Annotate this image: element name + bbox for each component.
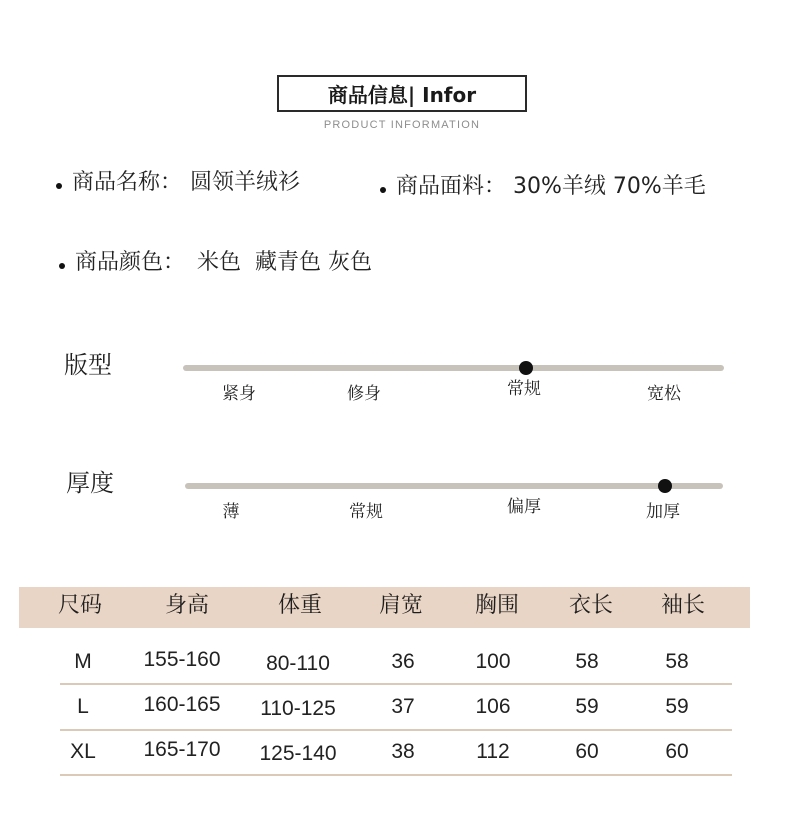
scale-option: 宽松 [647, 384, 681, 404]
table-cell: L [77, 695, 89, 718]
table-row [0, 648, 790, 678]
scale-option: 紧身 [222, 384, 256, 404]
scale-option: 修身 [347, 384, 381, 404]
table-cell: M [74, 650, 92, 673]
info-item-fabric [380, 173, 706, 201]
size-table-header [19, 587, 750, 628]
column-header-weight: 体重 [277, 593, 323, 618]
scale-title-thickness: 厚度 [66, 469, 114, 497]
bullet-dot-icon [59, 263, 65, 269]
table-cell: 110-125 [260, 697, 336, 720]
table-cell: 100 [475, 650, 511, 673]
scale-option: 常规 [349, 502, 383, 522]
scale-option: 加厚 [646, 502, 680, 522]
info-item-colors [59, 249, 372, 277]
row-divider [60, 729, 732, 731]
table-row [0, 738, 790, 768]
scale-track [185, 483, 723, 489]
table-cell: XL [70, 740, 96, 763]
info-label: 商品名称： [72, 170, 183, 195]
scale-option: 常规 [507, 379, 541, 399]
info-label: 商品颜色： [75, 250, 186, 275]
column-header-chest: 胸围 [474, 593, 520, 618]
table-row [0, 693, 790, 723]
column-header-size: 尺码 [57, 593, 103, 618]
column-header-height: 身高 [164, 593, 210, 618]
column-header-shoulder: 肩宽 [378, 593, 424, 618]
table-cell: 165-170 [143, 738, 221, 761]
scale-option: 偏厚 [507, 497, 541, 517]
table-cell: 112 [476, 740, 510, 763]
fit-scale [0, 340, 790, 410]
scale-marker-dot-icon [519, 361, 533, 375]
table-cell: 125-140 [259, 742, 337, 765]
scale-option: 薄 [222, 502, 240, 522]
table-cell: 106 [475, 695, 511, 718]
table-cell: 38 [391, 740, 415, 763]
row-divider [60, 774, 732, 776]
column-header-length: 衣长 [568, 593, 614, 618]
info-value: 30%羊绒 70%羊毛 [513, 174, 706, 199]
scale-track [183, 365, 724, 371]
info-item-product-name [56, 169, 300, 197]
bullet-dot-icon [380, 187, 386, 193]
info-value: 圆领羊绒衫 [190, 170, 301, 195]
column-header-sleeve: 袖长 [660, 593, 706, 618]
section-subtitle: PRODUCT INFORMATION [323, 119, 481, 131]
table-cell: 59 [665, 695, 689, 718]
table-cell: 60 [665, 740, 689, 763]
section-title: 商品信息| Infor [327, 83, 477, 107]
thickness-scale [0, 458, 790, 528]
info-value: 米色 藏青色 灰色 [197, 250, 372, 275]
scale-title-fit: 版型 [64, 351, 112, 379]
table-cell: 59 [575, 695, 599, 718]
table-cell: 160-165 [143, 693, 221, 716]
scale-marker-dot-icon [658, 479, 672, 493]
info-label: 商品面料： [396, 174, 507, 199]
table-cell: 58 [665, 650, 689, 673]
section-title-box [277, 75, 527, 112]
bullet-dot-icon [56, 183, 62, 189]
table-cell: 36 [391, 650, 415, 673]
table-cell: 37 [391, 695, 415, 718]
table-cell: 58 [575, 650, 599, 673]
table-cell: 60 [575, 740, 599, 763]
table-cell: 80-110 [266, 652, 330, 675]
row-divider [60, 683, 732, 685]
table-cell: 155-160 [143, 648, 221, 671]
